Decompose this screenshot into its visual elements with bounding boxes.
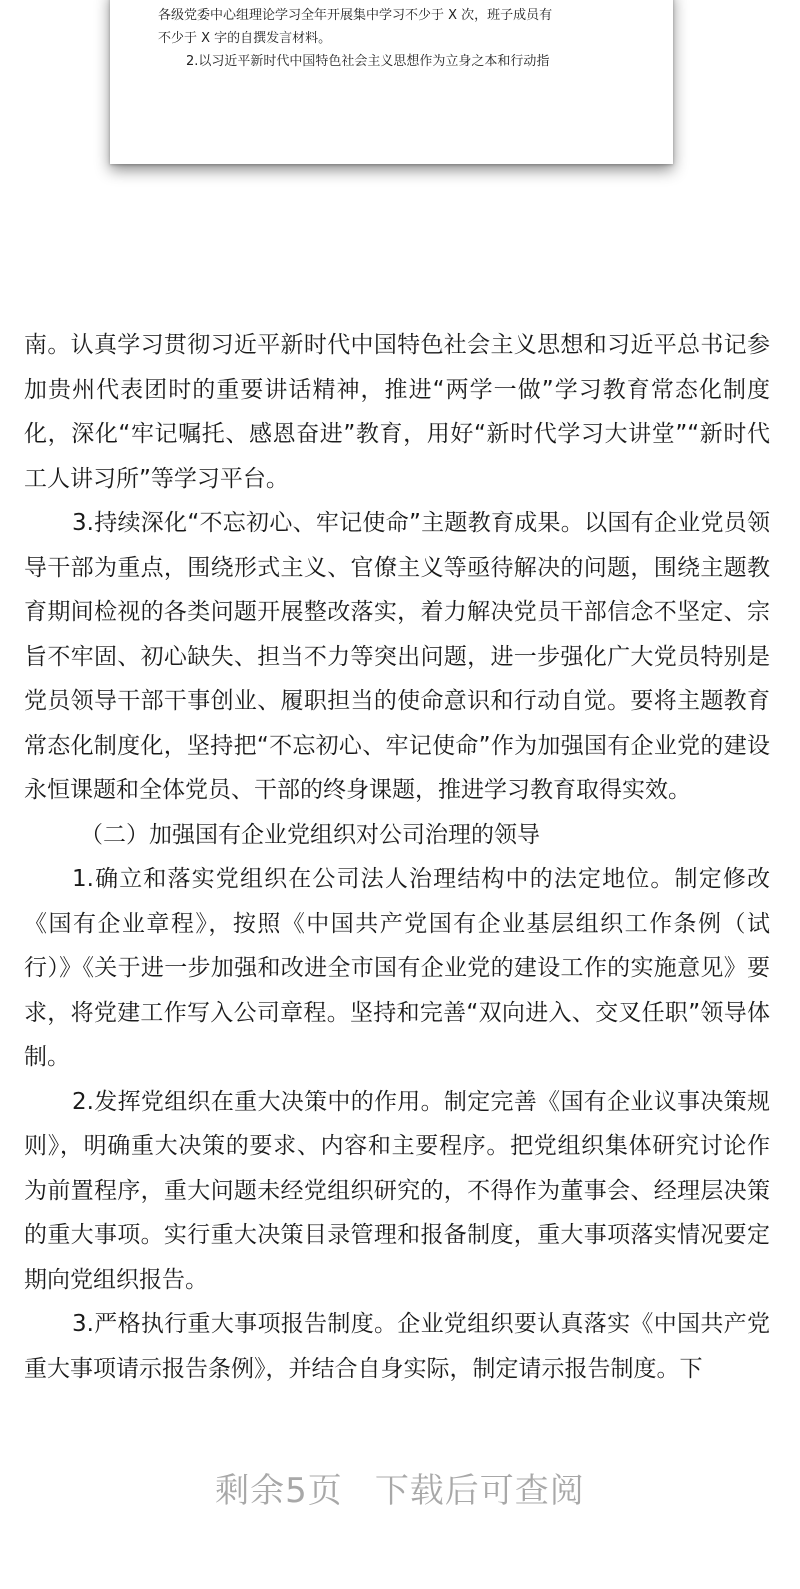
article-body [24, 323, 770, 1391]
preview-line: 各级党委中心组理论学习全年开展集中学习不少于 X 次，班子成员有 [158, 8, 553, 23]
preview-line: 2.以习近平新时代中国特色社会主义思想作为立身之本和行动指 [186, 54, 550, 69]
remaining-pages-label: 剩余5页 [215, 1471, 343, 1511]
download-to-view-label: 下载后可查阅 [374, 1471, 585, 1511]
article-paragraph: 2.发挥党组织在重大决策中的作用。制定完善《国有企业议事决策规则》，明确重大决策的要求、内容和主要程序。把党组织集体研究讨论作为前置程序，重大问题未经党组织研究的，不得作为董事会、经理层决策的重大事项。实行重大决策目录管理和报备制度，重大事项落实情况要定期向党组织报告。 [24, 1088, 770, 1293]
article-paragraph: 3.持续深化“不忘初心、牢记使命”主题教育成果。以国有企业党员领导干部为重点，围绕形式主义、官僚主义等亟待解决的问题，围绕主题教育期间检视的各类问题开展整改落实，着力解决党员干部信念不坚定、宗旨不牢固、初心缺失、担当不力等突出问题，进一步强化广大党员特别是党员领导干部干事创业、履职担当的使命意识和行动自觉。要将主题教育常态化制度化，坚持把“不忘初心、牢记使命”作为加强国有企业党的建设永恒课题和全体党员、干部的终身课题，推进学习教育取得实效。 [24, 510, 770, 803]
download-prompt[interactable] [0, 1466, 800, 1516]
article-paragraph: 3.严格执行重大事项报告制度。企业党组织要认真落实《中国共产党重大事项请示报告条例》，并结合自身实际，制定请示报告制度。下 [24, 1311, 770, 1382]
article-paragraph: 南。认真学习贯彻习近平新时代中国特色社会主义思想和习近平总书记参加贵州代表团时的重要讲话精神，推进“两学一做”学习教育常态化制度化，深化“牢记嘱托、感恩奋进”教育，用好“新时代学习大讲堂”“新时代工人讲习所”等学习平台。 [24, 332, 770, 492]
article-paragraph: 1.确立和落实党组织在公司法人治理结构中的法定地位。制定修改《国有企业章程》，按照《中国共产党国有企业基层组织工作条例（试行）》《关于进一步加强和改进全市国有企业党的建设工作的实施意见》要求，将党建工作写入公司章程。坚持和完善“双向进入、交叉任职”领导体制。 [24, 866, 770, 1070]
preview-card [110, 0, 673, 164]
preview-line: 不少于 X 字的自撰发言材料。 [158, 31, 332, 46]
section-heading: （二）加强国有企业党组织对公司治理的领导 [80, 821, 540, 848]
